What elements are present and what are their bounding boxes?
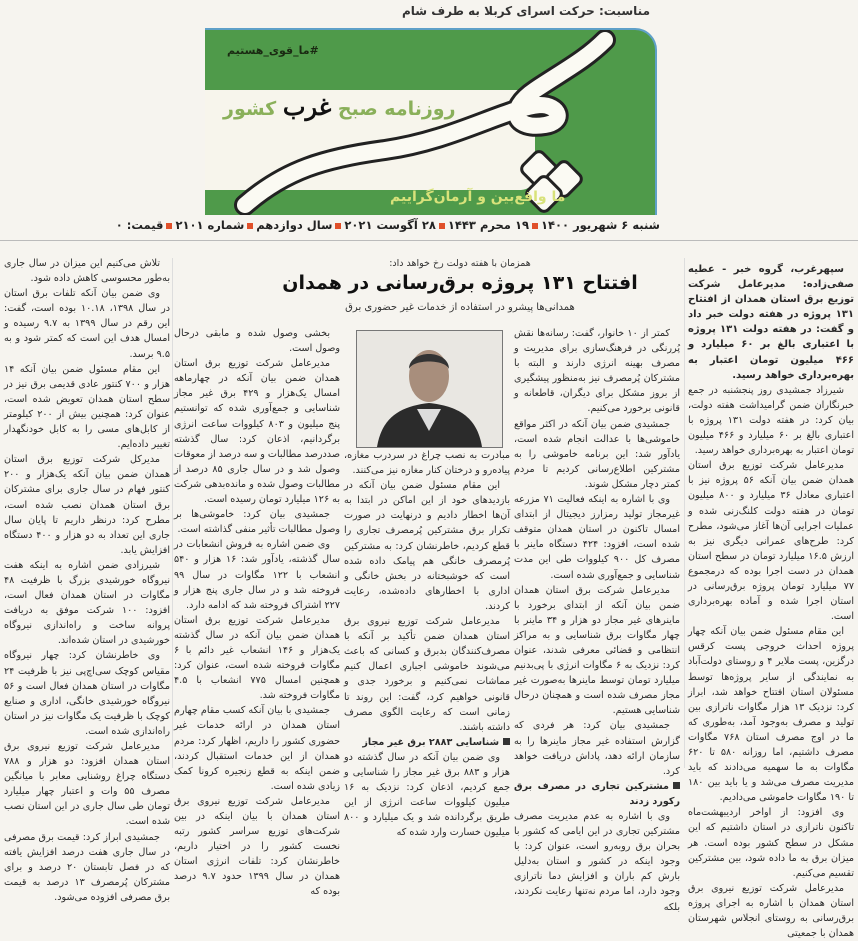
tagline-part1: روزنامه صبح	[337, 98, 456, 120]
separator-icon	[166, 223, 172, 229]
paragraph: وی ضمن بیان آنکه تلفات برق استان در سال ۱۳۹۸، ۱۰.۱۸ بوده است، گفت: این رقم در سال ۱۳۹۹ به ۹.۷ رسیده و امسال هدف این است که کمتر شود و به ۹.۵ برسد.	[4, 288, 171, 360]
date-gregorian: ۲۸ آگوست ۲۰۲۱	[344, 218, 436, 232]
paragraph: کمتر از ۱۰ خانوار، گفت: رسانه‌ها نقش پُررنگی در فرهنگ‌سازی برای مدیریت و مصرف بهینه انرژی دارند و البته با مشترکان پُرمصرف نیز به‌منظور پیشگیری از بروز مشکل برای دیگران، قاطعانه و قانونی برخورد می‌کنیم.	[514, 328, 680, 415]
paragraph: این مقام مسئول ضمن بیان آنکه چهار پروژه احداث خروجی پست کرقس درگزین، پست ملایر ۴ و روستای دولت‌آباد به نمایندگی از سایر پروژه‌ها توسط مسئولان استان افتتاح خواهد شد، ابراز کرد: نزدیک ۱۳ هزار مگاوات ناترازی بین تولید و مصرف به‌وجود آمد، به‌طوری که ما در اوج مصرف استان ۷۶۸ مگاوات مصرف داشتیم، اما روزانه ۵۸۰ تا ۶۲۰ مگاوات به ما سهمیه می‌دادند که باید مدیریت مصرف می‌شد و یا باید بین ۱۸۰ تا ۱۹۰ مگاوات خاموشی می‌دادیم.	[688, 626, 854, 804]
tagline	[223, 92, 456, 121]
column-1	[688, 262, 854, 941]
official-photo	[356, 330, 503, 448]
paragraph: شیرزاد جمشیدی روز پنجشنبه در جمع خبرنگاران ضمن گرامیداشت هفته دولت، بیان کرد: در هفته دولت ۱۳۱ پروژه با اعتباری بالغ بر ۶۰ میلیارد و ۴۶۶ میلیون تومان اعتبار به بهره‌برداری خواهد رسید.	[688, 384, 855, 457]
paragraph: مدیرعامل شرکت توزیع برق استان همدان ضمن بیان آنکه ۵۶ پروژه نیز با اعتباری معادل ۳۶ میلیارد و ۸۰۰ میلیون تومان در هفته دولت کلنگ‌زنی شده و عملیات اجرایی آن‌ها آغاز می‌شود، مطرح کرد: طرح‌های عمرانی دیگری نیز به ارزش ۱۶.۵ میلیارد تومان در سطح استان همدان در دست اجرا بوده که درمجموع ۷۷ میلیارد تومان پروژه برق‌رسانی در استان اجرا شده و آماده بهره‌برداری است.	[688, 460, 855, 623]
masthead	[205, 28, 657, 215]
issue-number: شماره ۲۱۰۱	[175, 218, 245, 232]
paragraph: وی ضمن اشاره به فروش انشعابات در سال گذشته، یادآور شد: ۱۶ هزار و ۵۴۰ انشعاب با ۱۲۲ مگاوات در سال ۹۹ فروخته شد و در سال جاری پنج هزار و ۲۲۷ اشتراک فروخته شد که ادامه دارد.	[174, 539, 341, 611]
lead-paragraph: سپهرغرب، گروه خبر - عطیه صفی‌زاده: مدیرعامل شرکت توزیع برق استان همدان از افتتاح ۱۳۱ پروژه در هفته دولت خبر داد و گفت: در هفته دولت ۱۳۱ پروژه با اعتباری بالغ بر ۶۰ میلیارد و ۴۶۶ میلیون تومان اعتبار به بهره‌برداری خواهد رسید.	[688, 264, 854, 381]
paragraph: این مقام مسئول ضمن بیان آنکه در بازدیدهای خود از این اماکن در ابتدا به آن‌ها اخطار دادیم و درنهایت در صورت تکرار برق مشترکین پُرمصرف تجاری را قطع کردیم، خاطرنشان کرد: به مشترکین پُرمصرف خانگی هم پیامک داده شده است که خوشبختانه در بخش خانگی و اداری با اخطارهای داده‌شده، رعایت کردند.	[344, 480, 510, 612]
column-2	[514, 326, 680, 915]
column-4	[174, 326, 340, 900]
paragraph: مدیرعامل شرکت توزیع برق استان همدان ضمن بیان آنکه در سال گذشته یک‌هزار و ۱۴۶ انشعاب غیر دائم با ۶ مگاوات فروخته شده است، عنوان کرد: همچنین امسال ۷۷۵ انشعاب با ۴.۵ مگاوات فروخته شد.	[174, 614, 340, 702]
tagline-west: غرب	[282, 92, 332, 121]
paragraph: مدیرعامل شرکت برق استان همدان ضمن بیان آنکه از ابتدای برخورد با ماینرهای غیر مجاز دو هزار و ۳۴ ماینر با چهار مگاوات برق شناسایی و به مراکز انتظامی و قضائی معرفی شدند، عنوان کرد: نزدیک به ۶ مگاوات انرژی با پی‌بدنیم میلیارد تومان توسط ماینرها به‌صورت غیر مجاز مصرف شده است و همچنان درحال شناسایی هستیم.	[514, 584, 680, 717]
paragraph: مدیرعامل شرکت توزیع برق استان همدان ضمن بیان آنکه در چهارماهه امسال یک‌هزار و ۴۲۹ برق غیر مجاز شناسایی و جمع‌آوری شده که توانستیم پنج میلیون و ۸۰۳ کیلووات ساعت انرژی برگردانیم، اذعان کرد: سال گذشته صددرصد مطالبات و سه درصد از معوقات وصول شد و در سال جاری ۸۵ درصد از مطالبات وصول شده و مانده‌بدهی شرکت به ۱۲۶ میلیارد تومان رسیده است.	[174, 358, 341, 506]
paragraph: وی با اشاره به عدم مدیریت مصرف مشترکین تجاری در این ایامی که کشور با بحران برق روبه‌رو است، عنوان کرد: با وجود اینکه در کشور و استان به‌دلیل بارش کم باران و افزایش دما ناترازی وجود دارد، اما مردم نه‌تنها رعایت نکردند، بلکه	[514, 811, 680, 913]
paragraph: مدیرکل شرکت توزیع برق استان همدان ضمن بیان آنکه یک‌هزار و ۲۰۰ کنتور فهام در سال جاری برای مشترکان برق استان همدان نصب شده است، مطرح کرد: درنظر داریم تا پایان سال جاری این تعداد به دو هزار و ۴۰۰ دستگاه افزایش یابد.	[4, 454, 170, 556]
date-weekday: شنبه ۶ شهریور ۱۴۰۰	[540, 218, 660, 232]
paragraph: وی افزود: از اواخر اردیبهشت‌ماه تاکنون ناترازی در استان داشتیم که این مشکل در سطح کشور بوده است. هر میزان برق به ما داده شود، بین مشترکین تقسیم می‌کنیم.	[688, 807, 854, 879]
paragraph: جمشیدی بیان کرد: هر فردی که گزارش استفاده غیر مجاز ماینرها را به سازمان ارائه دهد، پاداش دریافت خواهد کرد.	[514, 720, 680, 777]
paragraph: جمشیدی بیان کرد: خاموشی‌ها بر وصول مطالبات تأثیر منفی گذاشته است.	[174, 509, 340, 536]
paragraph: شیرزادی ضمن اشاره به اینکه هفت نیروگاه خورشیدی بزرگ با ظرفیت ۴۸ مگاوات در استان همدان فعال است، افزود: ۱۰۰ شرکت موفق به دریافت پروانه ساخت و راه‌اندازی نیروگاه خورشیدی در استان شده‌اند.	[4, 559, 170, 647]
bullet-square-icon	[503, 738, 510, 745]
tagline-part2: کشور	[223, 98, 277, 120]
column-divider	[172, 258, 173, 768]
paragraph: مدیرعامل شرکت توزیع نیروی برق استان همدان با اشاره به اجرای پروژه برق‌رسانی به روستای انجلاس شهرستان همدان با جمعیتی	[688, 882, 854, 940]
paragraph: مدیرعامل شرکت توزیع نیروی برق استان همدان با بیان اینکه در بین شرکت‌های توزیع سراسر کشور رتبه نخست کشور را در اختیار داریم، خاطرنشان کرد: تلفات انرژی استان همدان در سال ۱۳۹۹ حدود ۹.۷ درصد بوده که	[174, 795, 341, 898]
hashtag: #ما_قوی_هستیم	[227, 44, 319, 57]
column-divider	[684, 258, 685, 768]
separator-icon	[439, 223, 445, 229]
article-kicker: همزمان با هفته دولت رخ خواهد داد:	[389, 258, 531, 269]
paragraph: وی خاطرنشان کرد: چهار نیروگاه مقیاس کوچک سی‌اچ‌پی نیز با ظرفیت ۲۴ مگاوات در استان همدان فعال است و ۵۶ نیروگاه خورشیدی خانگی، اداری و صنایع کوچک با ظرفیت یک مگاوات نیز در استان راه‌اندازی شده است.	[4, 650, 170, 737]
price: قیمت: ۰	[115, 218, 164, 232]
portrait-image	[357, 331, 502, 447]
paragraph: جمشیدی ضمن بیان آنکه در اکثر مواقع خاموشی‌ها با عدالت انجام شده است، یادآور شد: این برنامه خاموشی را به مشترکین اطلاع‌رسانی کردیم تا مردم کمتر دچار مشکل شوند.	[514, 418, 680, 490]
paragraph: مدیرعامل شرکت توزیع نیروی برق استان همدان ضمن تأکید بر آنکه با مصرف‌کنندگان بدبرق و کسانی که باعث می‌شوند خاموشی اجباری اعمال کنیم مماشات نمی‌کنیم و برخورد جدی و قانونی خواهیم کرد، گفت: این روند تا زمانی است که رعایت الگوی مصرف داشته باشند.	[344, 616, 510, 733]
newspaper-logo	[205, 30, 655, 215]
date-hijri: ۱۹ محرم ۱۴۴۳	[447, 218, 529, 232]
subheading: مشترکین تجاری در مصرف برق رکورد زدند	[514, 780, 680, 807]
paragraph: جمشیدی ابراز کرد: قیمت برق مصرفی در سال جاری هفت درصد افزایش یافته که در فصل تابستان ۲۰ درصد و برای مشترکان پُرمصرف ۱۳ درصد به قیمت برق مصرفی افزوده می‌شود.	[4, 831, 170, 903]
paragraph: وی با اشاره به اینکه فعالیت ۷۱ مزرعه غیرمجاز تولید رمزارز دیجیتال از ابتدای امسال تاکنون در استان همدان متوقف شده است، افزود: ۴۲۴ دستگاه ماینر با مصرف کل ۹۰۰ کیلووات طی این مدت شناسایی و جمع‌آوری شده است.	[514, 494, 680, 581]
article-deck: همدانی‌ها پیشرو در استفاده از خدمات غیر حضوری برق	[345, 302, 575, 313]
occasion-line: مناسبت: حرکت اسرای کربلا به طرف شام	[401, 4, 650, 18]
divider	[0, 240, 858, 241]
paragraph: تلاش می‌کنیم این میزان در سال جاری به‌طور محسوسی کاهش داده شود.	[4, 258, 170, 285]
article-headline: افتتاح ۱۳۱ پروژه برق‌رسانی در همدان	[282, 272, 638, 294]
bullet-square-icon	[673, 782, 680, 789]
subheading: شناسایی ۲۸۸۳ برق غیر مجاز	[344, 735, 510, 750]
photo-caption: مبادرت به نصب چراغ در سردرب مغازه، پیاده‌رو و درختان کنار مغازه نیز می‌کنند.	[344, 450, 510, 477]
column-5	[4, 256, 170, 905]
motto: ما واقع‌بین و آرمان‌گراییم	[390, 189, 566, 205]
separator-icon	[335, 223, 341, 229]
dateline	[115, 218, 660, 232]
column-3	[344, 448, 510, 840]
paragraph: مدیرعامل شرکت توزیع نیروی برق استان همدان افزود: دو هزار و ۷۸۸ دستگاه چراغ روشنایی معابر با میانگین مصرف ۵۵ وات و اعتبار چهار میلیارد تومان طی سال جاری در این استان نصب شده است.	[4, 741, 170, 828]
paragraph: بخشی وصول شده و مابقی درحال وصول است.	[174, 328, 340, 355]
separator-icon	[532, 223, 538, 229]
separator-icon	[247, 223, 253, 229]
paragraph: این مقام مسئول ضمن بیان آنکه ۱۴ هزار و ۷۰۰ کنتور عادی قدیمی برق نیز در سطح استان همدان تعویض شده است، عنوان کرد: همچنین بیش از ۲۰۰ کیلومتر از کابل‌های مسی را به کابل خودنگهدار تغییر داده‌ایم.	[4, 363, 170, 451]
year-label: سال دوازدهم	[256, 218, 333, 232]
paragraph: وی ضمن بیان آنکه در سال گذشته دو هزار و ۸۸۳ برق غیر مجاز را شناسایی و جمع کردیم، اذعان کرد: نزدیک به ۱۶ میلیون کیلووات ساعت انرژی از این طریق برگردانده شد و یک میلیارد و ۸۰۰ میلیون خسارت وارد شده که	[344, 751, 510, 839]
paragraph: جمشیدی با بیان آنکه کسب مقام چهارم استان همدان در ارائه خدمات غیر حضوری کشور را داریم، اظهار کرد: مردم همدان از این خدمات استقبال کردند، ضمن اینکه به قطع زنجیره کرونا کمک زیادی شده است.	[174, 705, 340, 792]
